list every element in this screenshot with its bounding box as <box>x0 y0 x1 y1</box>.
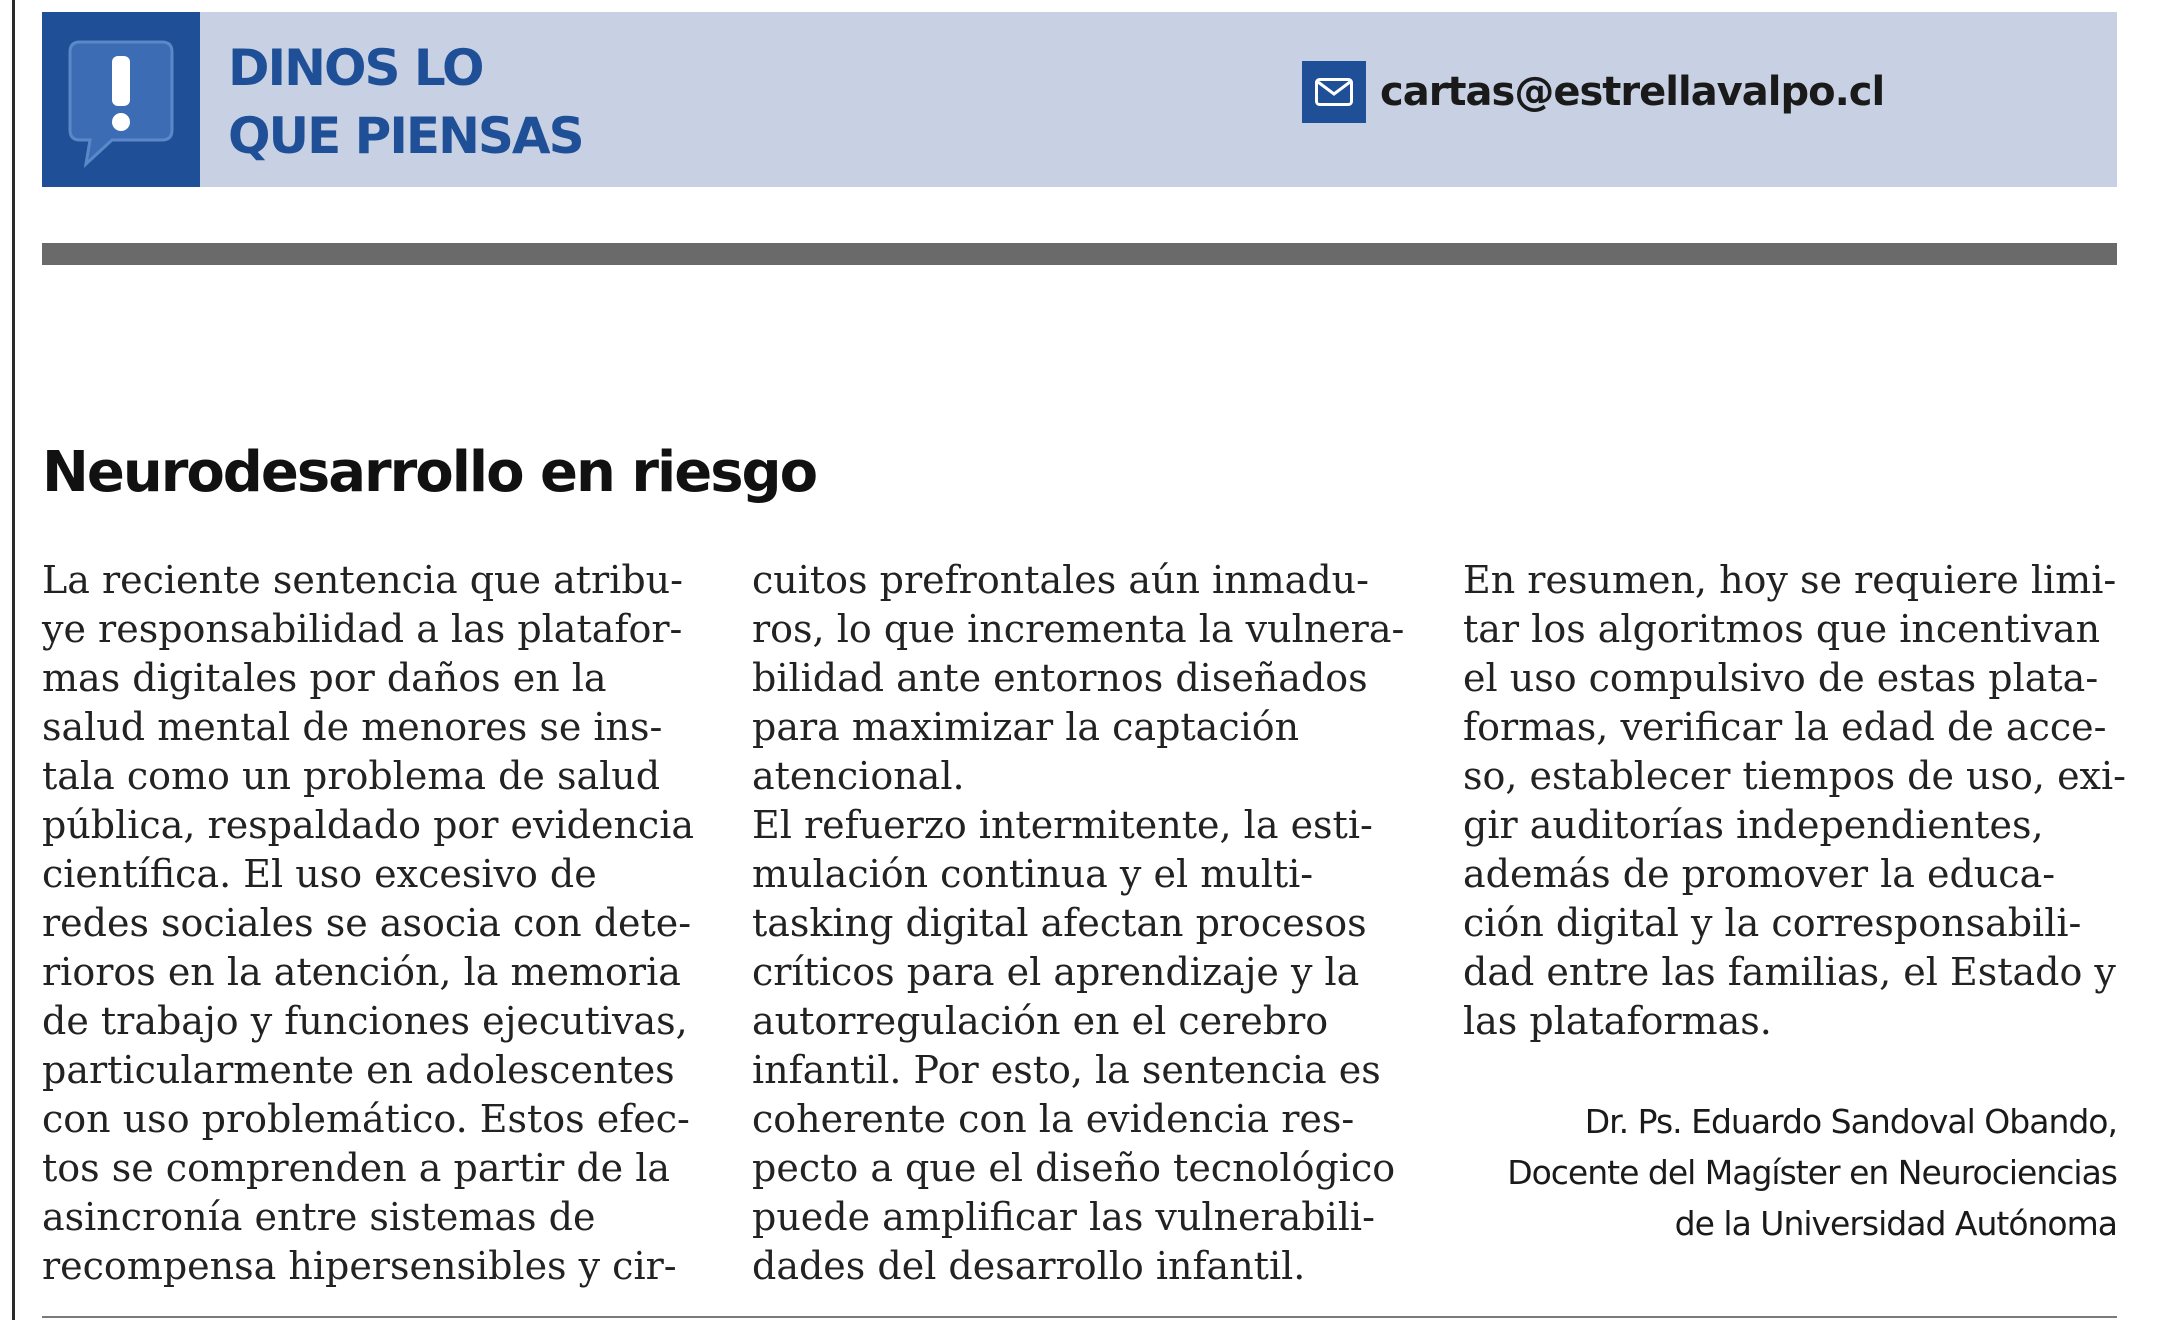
text-line: rioros en la atención, la memoria <box>42 950 681 994</box>
text-line: redes sociales se asocia con dete- <box>42 901 692 945</box>
text-line: pública, respaldado por evidencia <box>42 803 695 847</box>
text-line: cuitos prefrontales aún inmadu- <box>752 558 1369 602</box>
text-line: so, establecer tiempos de uso, exi- <box>1463 754 2126 798</box>
author-affiliation-line2: de la Universidad Autónoma <box>1674 1204 2117 1243</box>
article-column-3 <box>1463 556 2126 1046</box>
text-line: ros, lo que incrementa la vulnera- <box>752 607 1405 651</box>
speech-bubble-exclamation-icon <box>66 38 176 168</box>
contact-email[interactable] <box>1302 62 1884 122</box>
section-title-line2: QUE PIENSAS <box>228 107 583 165</box>
text-line: tala como un problema de salud <box>42 754 661 798</box>
text-line: tasking digital afectan procesos <box>752 901 1367 945</box>
text-line: particularmente en adolescentes <box>42 1048 675 1092</box>
text-line: dad entre las familias, el Estado y <box>1463 950 2116 994</box>
author-affiliation-line1: Docente del Magíster en Neurociencias <box>1507 1153 2117 1192</box>
text-line: científica. El uso excesivo de <box>42 852 597 896</box>
section-title <box>228 34 583 170</box>
text-line: además de promover la educa- <box>1463 852 2056 896</box>
text-line: mas digitales por daños en la <box>42 656 607 700</box>
text-line: dades del desarrollo infantil. <box>752 1244 1306 1288</box>
text-line: autorregulación en el cerebro <box>752 999 1329 1043</box>
text-line: coherente con la evidencia res- <box>752 1097 1355 1141</box>
text-line: mulación continua y el multi- <box>752 852 1314 896</box>
section-divider <box>42 243 2117 265</box>
text-line: el uso compulsivo de estas plata- <box>1463 656 2099 700</box>
letters-header-band <box>42 12 2117 187</box>
letters-badge <box>42 12 200 187</box>
text-line: salud mental de menores se ins- <box>42 705 663 749</box>
text-line: ción digital y la corresponsabili- <box>1463 901 2082 945</box>
text-line: infantil. Por esto, la sentencia es <box>752 1048 1381 1092</box>
text-line: recompensa hipersensibles y cir- <box>42 1244 677 1288</box>
text-line: críticos para el aprendizaje y la <box>752 950 1360 994</box>
text-line: bilidad ante entornos diseñados <box>752 656 1368 700</box>
text-line: puede amplificar las vulnerabili- <box>752 1195 1375 1239</box>
text-line: ye responsabilidad a las platafor- <box>42 607 683 651</box>
text-line: atencional. <box>752 754 965 798</box>
text-line: tos se comprenden a partir de la <box>42 1146 671 1190</box>
text-line: con uso problemático. Estos efec- <box>42 1097 690 1141</box>
text-line: las plataformas. <box>1463 999 1772 1043</box>
text-line: formas, verificar la edad de acce- <box>1463 705 2107 749</box>
envelope-icon <box>1302 61 1366 123</box>
text-line: La reciente sentencia que atribu- <box>42 558 683 602</box>
text-line: En resumen, hoy se requiere limi- <box>1463 558 2117 602</box>
text-line: para maximizar la captación <box>752 705 1300 749</box>
author-name: Dr. Ps. Eduardo Sandoval Obando, <box>1584 1102 2117 1141</box>
article-column-1 <box>42 556 722 1291</box>
text-line: El refuerzo intermitente, la esti- <box>752 803 1373 847</box>
text-line: pecto a que el diseño tecnológico <box>752 1146 1396 1190</box>
text-line: gir auditorías independientes, <box>1463 803 2044 847</box>
text-line: asincronía entre sistemas de <box>42 1195 596 1239</box>
article-headline: Neurodesarrollo en riesgo <box>42 440 817 505</box>
email-address-link[interactable]: cartas@estrellavalpo.cl <box>1380 69 1885 115</box>
page-edge-rule <box>12 0 15 1320</box>
text-line: de trabajo y funciones ejecutivas, <box>42 999 688 1043</box>
author-signature <box>1507 1096 2117 1249</box>
text-line: tar los algoritmos que incentivan <box>1463 607 2101 651</box>
bottom-rule <box>42 1316 2117 1318</box>
article-column-2 <box>752 556 1432 1291</box>
section-title-line1: DINOS LO <box>228 39 483 97</box>
